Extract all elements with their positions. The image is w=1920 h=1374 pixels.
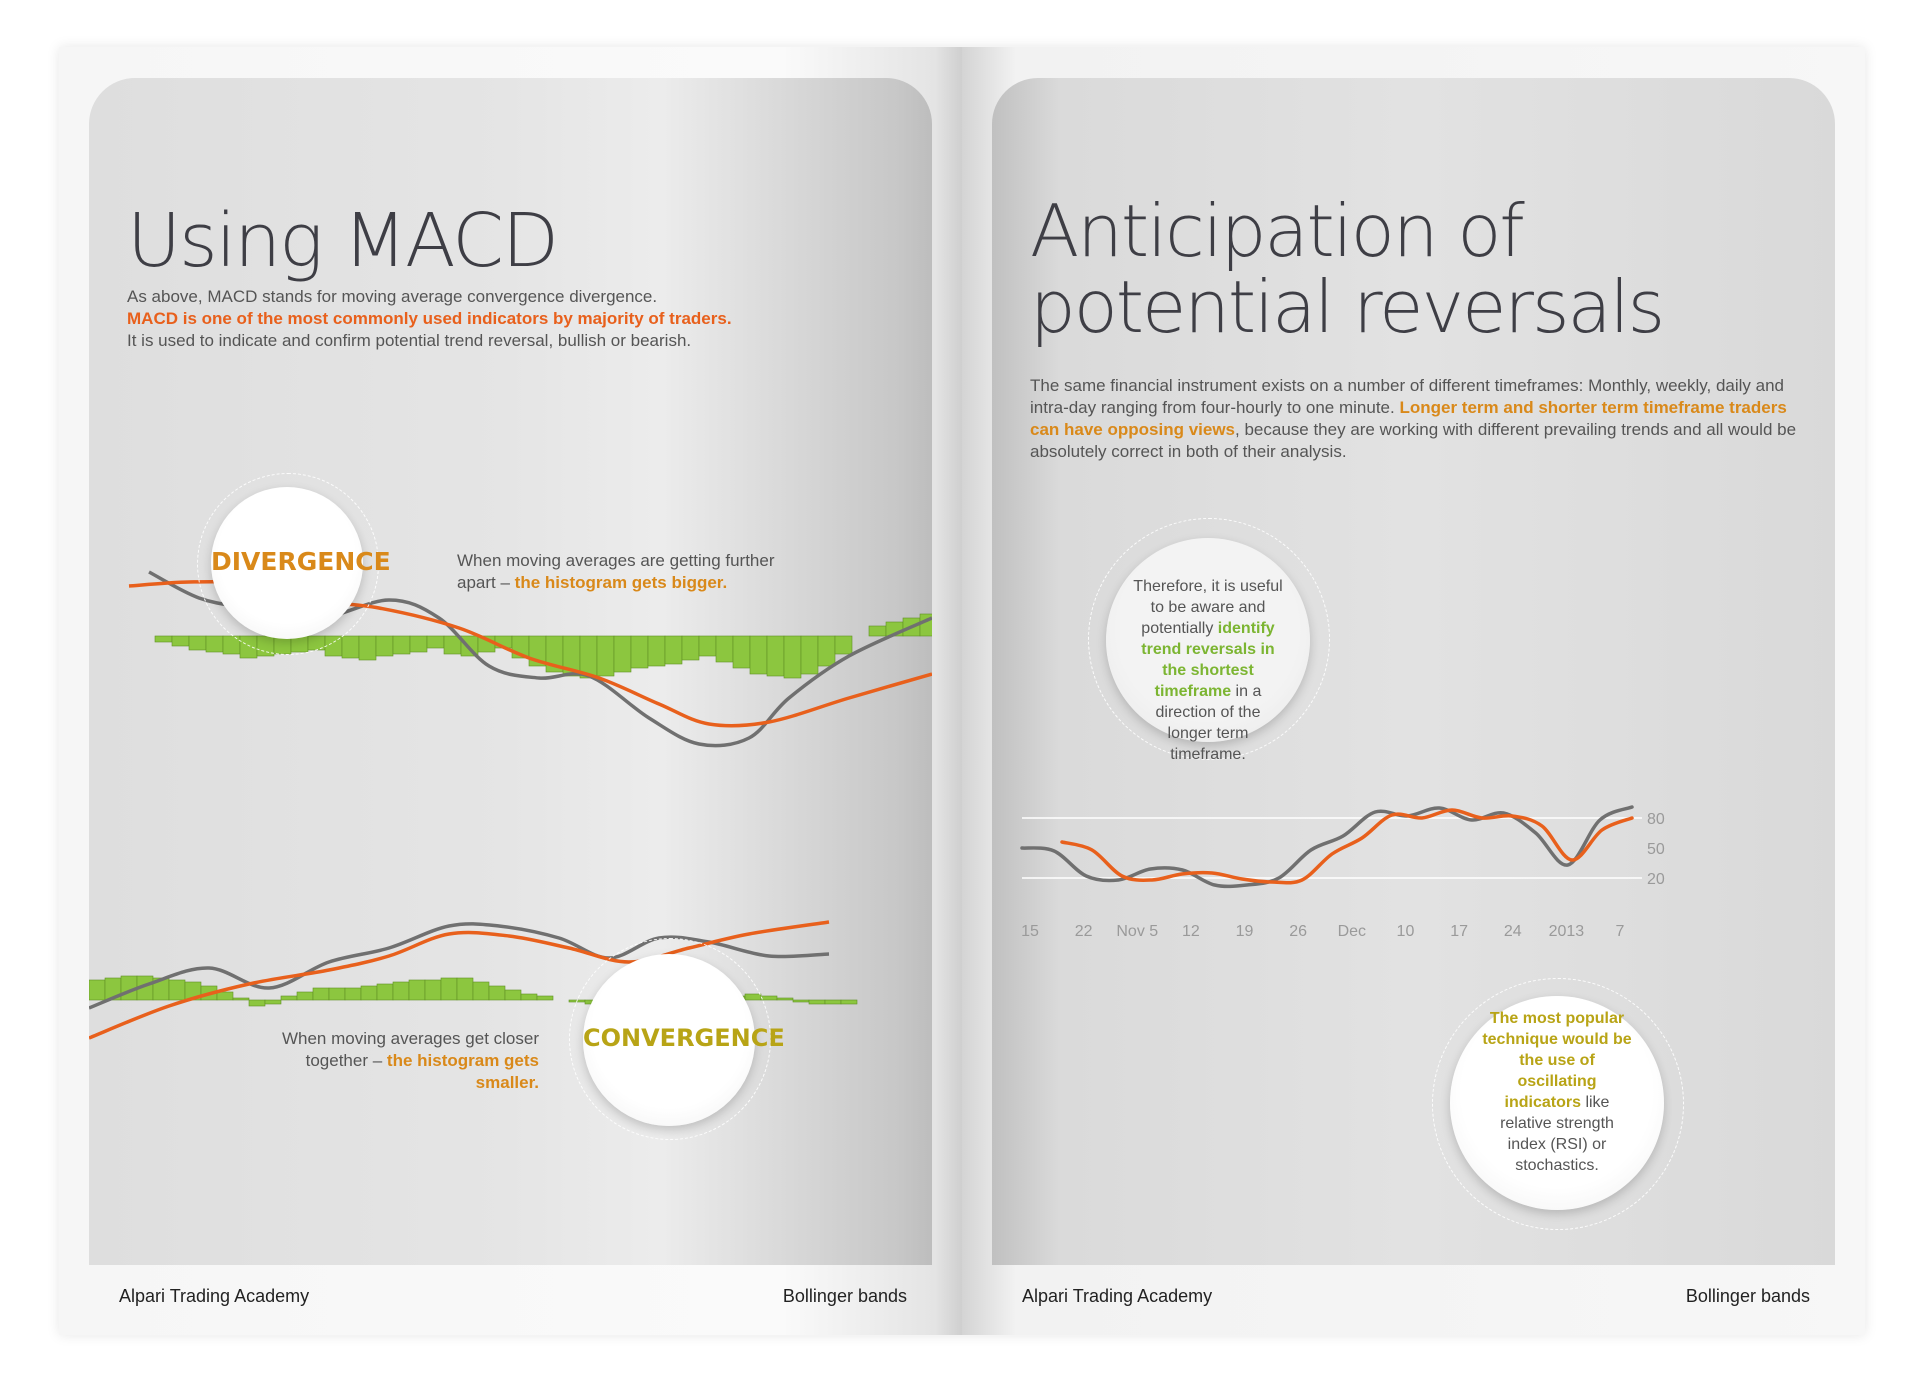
divergence-label: DIVERGENCE [211,547,391,576]
footer-left-brand: Alpari Trading Academy [119,1286,310,1306]
histogram-bar [835,636,852,654]
x-tick-label: Nov 5 [1116,923,1159,940]
x-tick-label: 22 [1074,923,1093,940]
histogram-bar [377,984,393,1000]
histogram-bar [784,636,801,678]
histogram-bar [89,980,105,1000]
left-page [59,47,962,1335]
right-page [962,47,1865,1335]
histogram-bar [361,986,377,1000]
histogram-bar [359,636,376,660]
histogram-bar [597,636,614,676]
left-panel [89,78,932,1265]
histogram-bar [297,992,313,1000]
page-title: Using MACD [127,198,557,284]
histogram-bar [648,636,665,666]
bubble1-circle [1106,538,1310,763]
convergence-caption: When moving averages get closer together – the histogram gets smaller. [281,1029,539,1092]
histogram-bar [427,636,444,648]
page-title: Anticipation of potential reversals [1030,189,1664,349]
histogram-bar [801,636,818,674]
divergence-circle [211,487,391,639]
histogram-bar [441,978,457,1000]
x-tick-label: 15 [1021,923,1039,940]
histogram-bar [716,636,733,662]
histogram-bar [767,636,784,676]
histogram-bar [313,988,329,1000]
histogram-bar [699,636,716,656]
histogram-bar [869,626,886,636]
footer-right-brand: Alpari Trading Academy [1022,1286,1213,1306]
y-tick-label: 20 [1647,871,1665,888]
histogram-bar [206,636,223,652]
histogram-bar [329,988,345,1000]
histogram-bar [489,986,505,1000]
histogram-bar [761,996,777,1000]
footer-left-section: Bollinger bands [782,1286,907,1306]
right-panel [992,78,1835,1265]
histogram-bar [818,636,835,666]
x-tick-label: 26 [1289,923,1308,940]
histogram-bar [169,980,185,1000]
divergence-caption: When moving averages are getting further apart – the histogram gets bigger. [457,551,775,592]
histogram-bar [631,636,648,668]
x-tick-label: 10 [1396,923,1415,940]
histogram-bar [376,636,393,656]
x-tick-label: 12 [1182,923,1200,940]
rsi-line-chart [992,793,1835,963]
histogram-bar [682,636,699,660]
histogram-bar [409,980,425,1000]
histogram-bar [777,998,793,1000]
x-tick-label: 24 [1503,923,1522,940]
bubble1-text: Therefore, it is useful to be aware and potentially identify trend reversals in the shortest timeframe in a direction of the longer term timeframe. [1133,578,1283,763]
histogram-bar [345,988,361,1000]
histogram-bar [537,996,553,1000]
y-tick-label: 50 [1647,841,1665,858]
histogram-bar [155,636,172,642]
histogram-bar [393,982,409,1000]
histogram-bar [809,1000,825,1004]
x-tick-label: 17 [1450,923,1468,940]
histogram-bar [614,636,631,672]
histogram-bar [393,636,410,654]
histogram-bar [521,994,537,1000]
histogram-bar [265,1000,281,1004]
histogram-bar [841,1000,857,1004]
histogram-bar [733,636,750,668]
histogram-bar [425,980,441,1000]
footer-right-section: Bollinger bands [1685,1286,1810,1306]
brochure-spread [59,47,1865,1335]
x-tick-label: 7 [1615,923,1625,940]
bubble2-circle [1450,996,1664,1210]
histogram-bar [473,982,489,1000]
x-tick-label: 2013 [1548,923,1585,940]
convergence-circle [583,954,785,1126]
histogram-bar [825,1000,841,1004]
x-tick-label: 19 [1235,923,1254,940]
histogram-bar [457,978,473,1000]
histogram-bar [189,636,206,650]
histogram-bar [233,998,249,1000]
histogram-bar [249,1000,265,1006]
histogram-bar [281,996,297,1000]
bubble2-text: The most popular technique would be the use of oscillating indicators like relative strength index (RSI) or stochastics. [1482,1010,1632,1174]
histogram-bar [217,992,233,1000]
histogram-bar [505,990,521,1000]
y-tick-label: 80 [1647,811,1665,828]
x-tick-label: Dec [1337,923,1367,940]
intro-text: As above, MACD stands for moving average convergence divergence. MACD is one of the most commonly used indicators by majority of traders. It is used to indicate and confirm potential trend reversal, bullish or bearish. [127,287,732,350]
histogram-bar [172,636,189,646]
right-intro-text: The same financial instrument exists on a number of different timeframes: Monthly, weekly, daily and intra-day ranging from four-hourly to one minute. Longer term and shorter term timeframe traders can have opposing views, because they are working with different prevailing trends and all would be absolutely correct in both of their analysis. [1030,376,1797,461]
histogram-bar [750,636,767,674]
histogram-bar [410,636,427,652]
convergence-label: CONVERGENCE [583,1024,785,1052]
histogram-bar [665,636,682,664]
series-line [1022,807,1632,886]
histogram-bar [342,636,359,658]
histogram-bar [793,1000,809,1002]
